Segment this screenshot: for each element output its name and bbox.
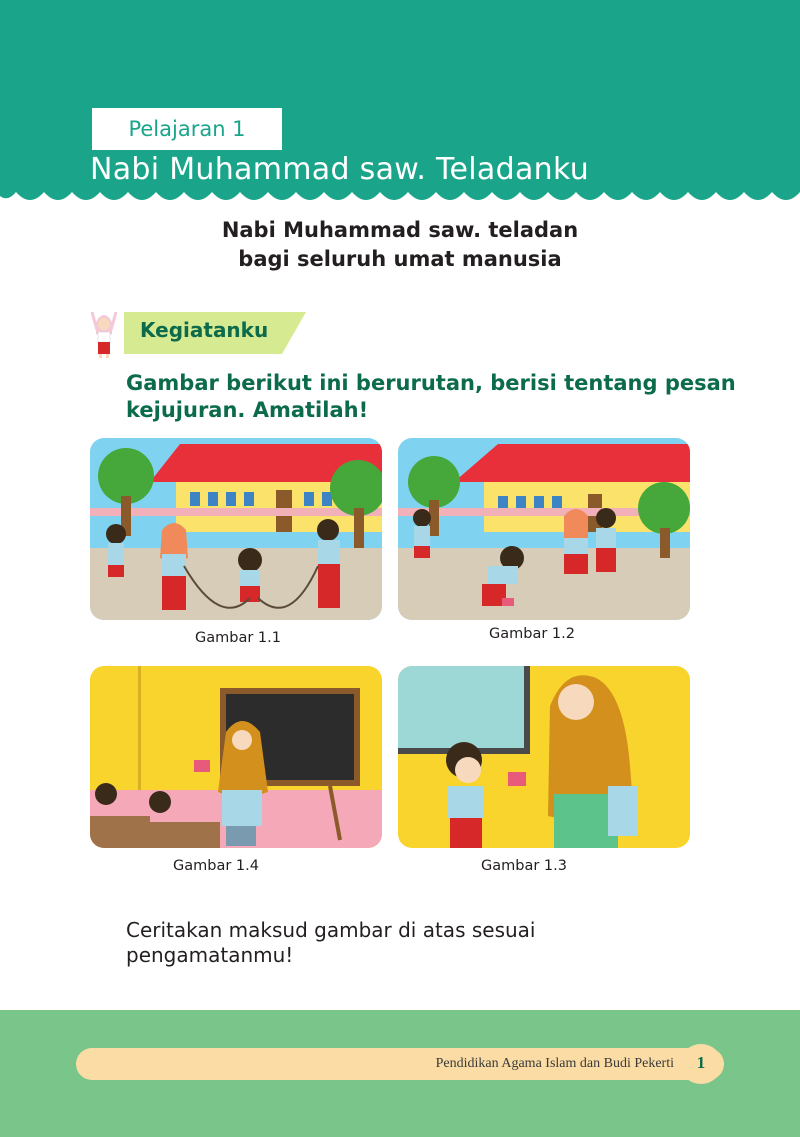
picture-1-2: [398, 438, 690, 620]
caption-gambar-1-2: Gambar 1.2: [489, 626, 575, 642]
activity-instruction: Gambar berikut ini berurutan, berisi tentang pesan kejujuran. Amatilah!: [126, 371, 736, 422]
lesson-number-label: Pelajaran 1: [92, 108, 282, 150]
discussion-question: Ceritakan maksud gambar di atas sesuai pengamatanmu!: [126, 918, 536, 967]
lesson-subtitle: [0, 216, 800, 274]
page-number: 1: [696, 1053, 706, 1072]
subtitle-line-1: Nabi Muhammad saw. teladan: [221, 218, 579, 242]
girl-mascot-icon: [92, 312, 116, 358]
activity-label: Kegiatanku: [140, 318, 269, 342]
picture-1-4: [90, 666, 382, 848]
caption-gambar-1-1: Gambar 1.1: [195, 630, 281, 646]
book-title: Pendidikan Agama Islam dan Budi Pekerti: [435, 1056, 674, 1071]
picture-1-3: [398, 666, 690, 848]
subtitle-line-2: bagi seluruh umat manusia: [238, 247, 562, 271]
picture-1-1: [90, 438, 382, 620]
lesson-title: Nabi Muhammad saw. Teladanku: [90, 152, 590, 187]
caption-gambar-1-4: Gambar 1.4: [173, 858, 259, 874]
caption-gambar-1-3: Gambar 1.3: [481, 858, 567, 874]
